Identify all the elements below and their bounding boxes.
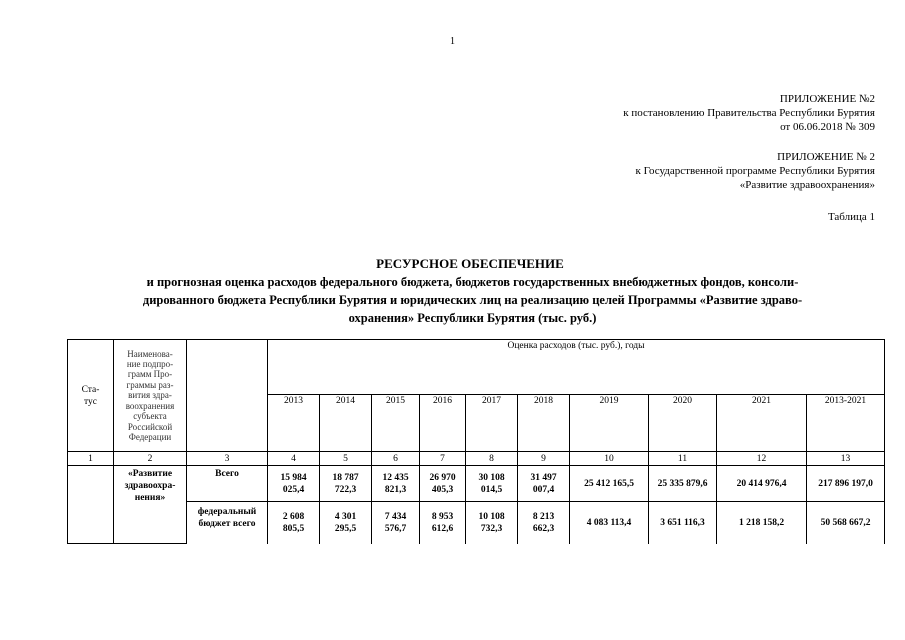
- blank-header: [187, 340, 268, 452]
- col-number: 1: [68, 452, 114, 466]
- value-cell: 15 984 025,4: [268, 466, 320, 502]
- value-cell: 4 301 295,5: [320, 502, 372, 544]
- column-number-row: [68, 452, 885, 466]
- value-cell: 8 953 612,6: [420, 502, 466, 544]
- year-cell: 2020: [649, 395, 717, 452]
- year-cell: 2021: [717, 395, 807, 452]
- subtitle-line-2: дированного бюджета Республики Бурятия и юридических лиц на реализацию целей Программы «Развитие здраво-: [142, 293, 803, 307]
- value-cell: 30 108 014,5: [466, 466, 518, 502]
- subtitle-line-3: охранения» Республики Бурятия (тыс. руб.): [348, 311, 597, 325]
- appendix-block-1: [623, 92, 875, 134]
- col-number: 2: [114, 452, 187, 466]
- document-subtitle: [60, 273, 885, 327]
- value-cell: 20 414 976,4: [717, 466, 807, 502]
- year-cell: 2017: [466, 395, 518, 452]
- year-cell: 2015: [372, 395, 420, 452]
- value-cell: 10 108 732,3: [466, 502, 518, 544]
- appendix-2-line-1: ПРИЛОЖЕНИЕ № 2: [777, 151, 875, 163]
- value-cell: 8 213 662,3: [518, 502, 570, 544]
- appendix-1-line-3: от 06.06.2018 № 309: [780, 121, 875, 133]
- col-number: 7: [420, 452, 466, 466]
- col-number: 5: [320, 452, 372, 466]
- document-title: РЕСУРСНОЕ ОБЕСПЕЧЕНИЕ: [376, 256, 564, 271]
- value-cell: 50 568 667,2: [807, 502, 885, 544]
- value-cell: 25 412 165,5: [570, 466, 649, 502]
- col-number: 3: [187, 452, 268, 466]
- table-row: [68, 502, 885, 544]
- value-cell: 25 335 879,6: [649, 466, 717, 502]
- appendix-2-line-2: к Государственной программе Республики Бурятия: [635, 165, 875, 177]
- year-cell: 2013-2021: [807, 395, 885, 452]
- value-cell: 1 218 158,2: [717, 502, 807, 544]
- row-label: Всего: [187, 466, 268, 502]
- status-header: Ста- тус: [68, 340, 114, 452]
- col-number: 9: [518, 452, 570, 466]
- col-number: 12: [717, 452, 807, 466]
- program-name-cell: «Развитие здравоохра- нения»: [114, 466, 187, 544]
- status-cell: [68, 466, 114, 544]
- table-label: Таблица 1: [827, 211, 875, 223]
- col-number: 10: [570, 452, 649, 466]
- year-cell: 2019: [570, 395, 649, 452]
- appendix-block-2: [635, 150, 875, 192]
- value-cell: 31 497 007,4: [518, 466, 570, 502]
- col-number: 8: [466, 452, 518, 466]
- value-cell: 18 787 722,3: [320, 466, 372, 502]
- value-cell: 217 896 197,0: [807, 466, 885, 502]
- appendix-1-line-1: ПРИЛОЖЕНИЕ №2: [779, 93, 875, 105]
- year-cell: 2013: [268, 395, 320, 452]
- year-cell: 2018: [518, 395, 570, 452]
- name-header: Наименова- ние подпро- грамм Про- граммы раз- вития здра- воохранения субъекта Российской Федерации: [114, 340, 187, 452]
- col-number: 13: [807, 452, 885, 466]
- appendix-2-line-3: «Развитие здравоохранения»: [739, 179, 875, 191]
- table-row: [68, 466, 885, 502]
- row-label: федеральный бюджет всего: [187, 502, 268, 544]
- appendix-1-line-2: к постановлению Правительства Республики Бурятия: [623, 107, 875, 119]
- value-cell: 12 435 821,3: [372, 466, 420, 502]
- subtitle-line-1: и прогнозная оценка расходов федерального бюджета, бюджетов государственных внебюджетных фондов, консоли-: [146, 275, 799, 289]
- value-cell: 4 083 113,4: [570, 502, 649, 544]
- expenses-header: Оценка расходов (тыс. руб.), годы: [268, 340, 885, 395]
- year-cell: 2014: [320, 395, 372, 452]
- value-cell: 2 608 805,5: [268, 502, 320, 544]
- page-number: 1: [450, 36, 455, 47]
- value-cell: 26 970 405,3: [420, 466, 466, 502]
- col-number: 6: [372, 452, 420, 466]
- col-number: 4: [268, 452, 320, 466]
- value-cell: 7 434 576,7: [372, 502, 420, 544]
- year-cell: 2016: [420, 395, 466, 452]
- col-number: 11: [649, 452, 717, 466]
- resource-table: [67, 339, 885, 544]
- value-cell: 3 651 116,3: [649, 502, 717, 544]
